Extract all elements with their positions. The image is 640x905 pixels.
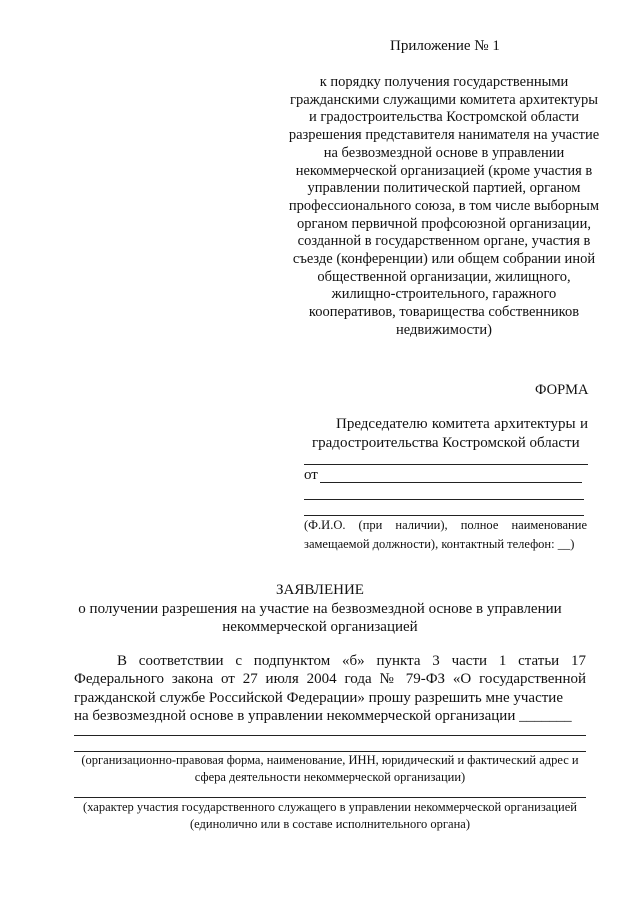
addressee-line-1: Председателю комитета архитектуры и xyxy=(336,416,588,432)
body-paragraph: В соответствии с подпунктом «б» пункта 3 части 1 статьи 17 Федерального закона от 27 июля 2004 года № 79-ФЗ «О государственной гражданской службе Российской Федерации» прошу разрешить мне участие xyxy=(74,653,586,706)
form-label: ФОРМА xyxy=(535,382,589,398)
fio-note xyxy=(304,516,587,554)
from-blank-line xyxy=(320,482,582,483)
from-label: от xyxy=(304,467,318,483)
fio-note-line-2: замещаемой должности), контактный телефон: __) xyxy=(304,537,575,551)
org-blank-line-1 xyxy=(74,735,586,736)
fio-note-line-1: (Ф.И.О. (при наличии), полное наименование xyxy=(304,518,587,532)
document-subheading: о получении разрешения на участие на безвозмездной основе в управлении некоммерческой организацией xyxy=(78,601,562,635)
appendix-title: Приложение № 1 xyxy=(390,38,500,54)
char-blank-line xyxy=(74,797,586,798)
application-body xyxy=(74,652,586,726)
document-heading: ЗАЯВЛЕНИЕ xyxy=(276,582,364,598)
addressee-blank-line-1 xyxy=(304,464,588,465)
addressee-blank-line-2 xyxy=(304,499,584,500)
addressee-line-2: градостроительства Костромской области xyxy=(312,435,580,451)
org-note: (организационно-правовая форма, наименование, ИНН, юридический и фактический адрес и сфера деятельности некоммерческой организации) xyxy=(81,753,579,784)
addressee-block xyxy=(304,415,588,453)
char-note: (характер участия государственного служащего в управлении некоммерческой организацией (единолично или в составе исполнительного органа) xyxy=(83,800,577,831)
appendix-subtitle: к порядку получения государственными гражданскими служащими комитета архитектуры и градостроительства Костромской области разрешения представителя нанимателя на участие на безвозмездной основе в управлении некоммерческой организацией (кроме участия в управлении политической партией, органом профессионального союза, в том числе выборным органом первичной профсоюзной организации, созданной в государственном органе, участия в съезде (конференции) или общем собрании иной общественной организации, жилищного, жилищно-строительного, гаражного кооперативов, товарищества собственников недвижимости) xyxy=(288,74,600,338)
body-last-line: на безвозмездной основе в управлении некоммерческой организации _______ xyxy=(74,708,572,725)
